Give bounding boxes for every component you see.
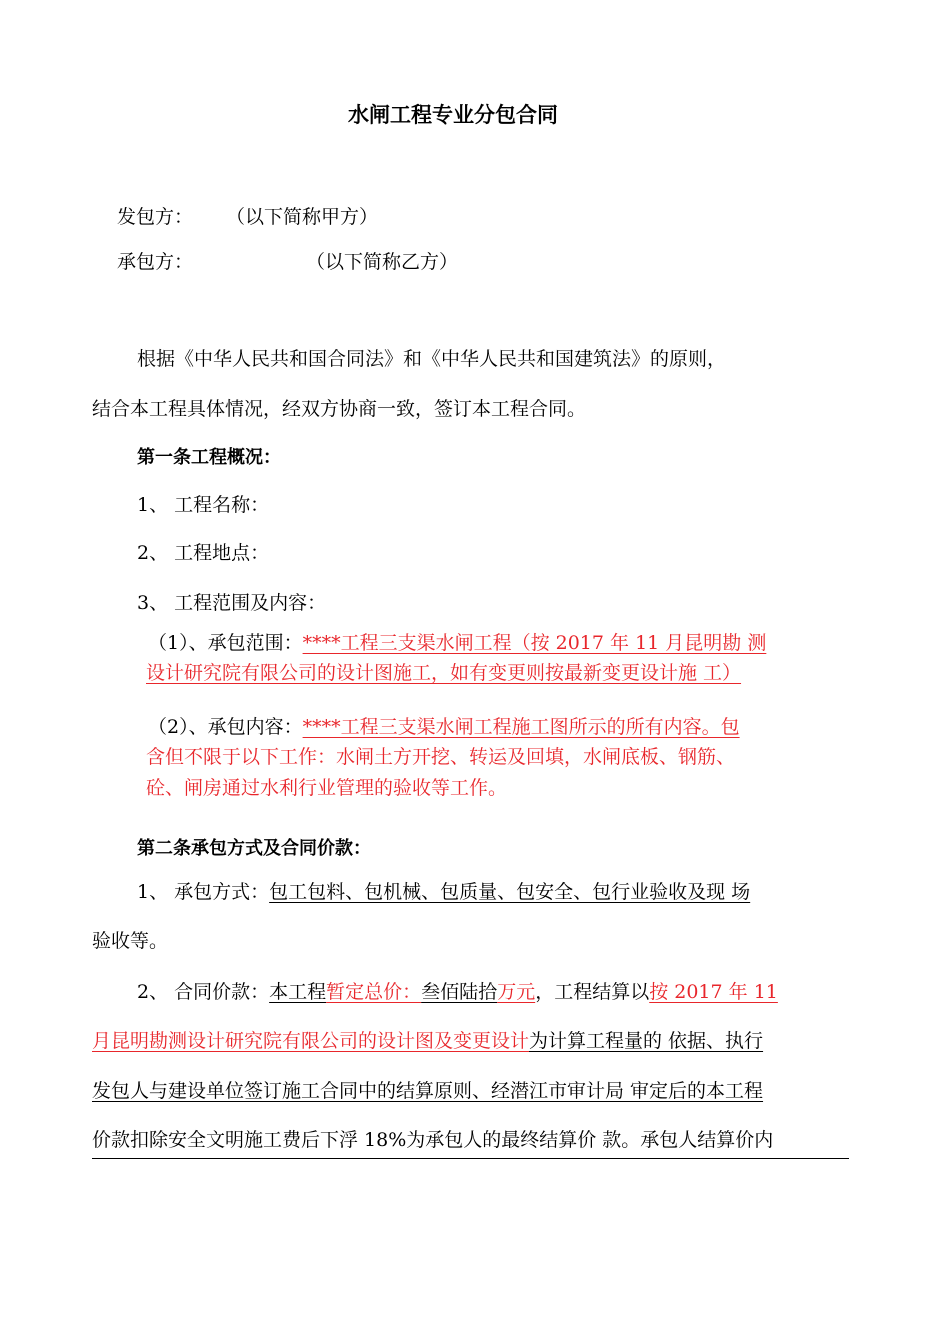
- price-line-2-rest: 为计算工程量的 依据、执行: [529, 1030, 764, 1052]
- intro-line-1: 根据《中华人民共和国合同法》和《中华人民共和国建筑法》的原则，: [137, 348, 727, 370]
- scope-line-1: [148, 630, 766, 656]
- mode-prefix: 1、 承包方式：: [137, 881, 270, 903]
- content-line-2: 含但不限于以下工作：水闸土方开挖、转运及回填，水闸底板、钢筋、: [146, 746, 736, 768]
- price-part-b: 暂定总价：: [326, 981, 422, 1003]
- content-line-1: [148, 714, 740, 740]
- article1-item-name: 1、 工程名称：: [137, 494, 270, 516]
- price-part-a: 本工程: [269, 981, 327, 1003]
- price-prefix: 2、 合同价款：: [137, 981, 270, 1003]
- mode-line-1: [137, 879, 750, 905]
- underline-rule: [92, 1158, 849, 1159]
- price-line-1: [137, 979, 778, 1005]
- employer-label: 发包方：: [117, 206, 194, 228]
- document-title: 水闸工程专业分包合同: [348, 103, 558, 127]
- intro-line-2: 结合本工程具体情况，经双方协商一致，签订本工程合同。: [92, 398, 587, 420]
- mode-text: 包工包料、包机械、包质量、包安全、包行业验收及现 场: [269, 881, 751, 903]
- content-text: ****工程三支渠水闸工程施工图所示的所有内容。包: [302, 716, 740, 738]
- employer-note: （以下简称甲方）: [226, 206, 379, 228]
- article1-item-scope: 3、 工程范围及内容：: [137, 592, 327, 614]
- scope-line-2: 设计研究院有限公司的设计图施工，如有变更则按最新变更设计施 工）: [146, 662, 742, 684]
- price-part-e: ，工程结算以: [535, 981, 650, 1003]
- scope-label: （1）、承包范围：: [148, 632, 303, 654]
- article1-item-location: 2、 工程地点：: [137, 542, 270, 564]
- contractor-note: （以下简称乙方）: [306, 251, 459, 273]
- contractor-label: 承包方：: [117, 251, 194, 273]
- scope-text: ****工程三支渠水闸工程（按 2017 年 11 月昆明勘 测: [302, 632, 767, 654]
- price-line-2-red: 月昆明勘测设计研究院有限公司的设计图及变更设计: [92, 1030, 530, 1052]
- price-part-f: 按 2017 年 11: [649, 981, 778, 1003]
- price-line-2: [92, 1028, 763, 1054]
- price-line-4: 价款扣除安全文明施工费后下浮 18%为承包人的最终结算价 款。承包人结算价内: [92, 1129, 774, 1151]
- article2-heading: 第二条承包方式及合同价款：: [137, 838, 371, 859]
- content-label: （2）、承包内容：: [148, 716, 303, 738]
- price-unit: 万元: [497, 981, 536, 1003]
- price-amount: 叁佰陆拾: [421, 981, 498, 1003]
- content-line-3: 砼、闸房通过水利行业管理的验收等工作。: [146, 777, 508, 799]
- price-line-3: 发包人与建设单位签订施工合同中的结算原则、经潜江市审计局 审定后的本工程: [92, 1080, 764, 1102]
- article1-heading: 第一条工程概况：: [137, 447, 281, 468]
- mode-line-2: 验收等。: [92, 930, 169, 952]
